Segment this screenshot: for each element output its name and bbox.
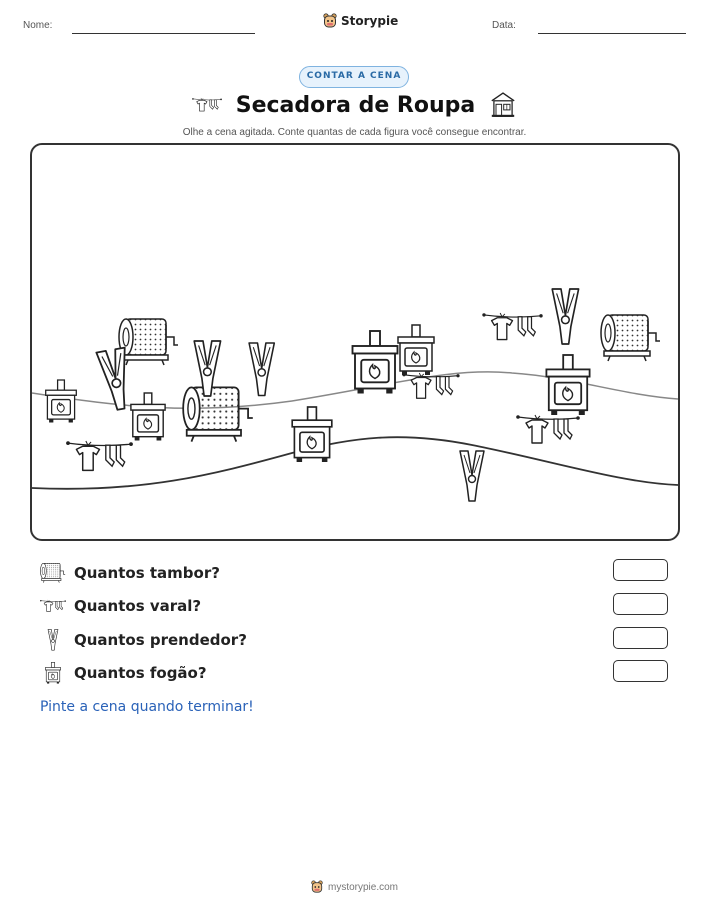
answer-box-stove[interactable] bbox=[613, 660, 668, 682]
name-label: Nome: bbox=[23, 20, 53, 31]
drum-icon bbox=[40, 562, 66, 584]
clothespin-icon bbox=[249, 343, 274, 396]
drum-icon bbox=[183, 387, 253, 441]
storypie-mascot-icon bbox=[323, 13, 337, 29]
page-title: Secadora de Roupa bbox=[235, 92, 476, 118]
stove-icon bbox=[546, 355, 589, 415]
question-row-clothespin bbox=[40, 628, 247, 652]
question-text: Quantos fogão? bbox=[74, 664, 207, 682]
storypie-logo bbox=[323, 13, 398, 29]
activity-badge: CONTAR A CENA bbox=[299, 66, 409, 88]
clothespin-icon bbox=[460, 451, 484, 501]
clothesline-icon bbox=[40, 596, 66, 616]
instructions-subtitle: Olhe a cena agitada. Conte quantas de cada figura você consegue encontrar. bbox=[182, 127, 527, 138]
question-row-clothesline bbox=[40, 594, 201, 618]
footer-url[interactable]: mystorypie.com bbox=[327, 881, 398, 893]
answer-box-clothespin[interactable] bbox=[613, 627, 668, 649]
question-text: Quantos prendedor? bbox=[74, 631, 247, 649]
answer-box-drum[interactable] bbox=[613, 559, 668, 581]
clothesline-icon bbox=[192, 92, 222, 118]
footer bbox=[0, 880, 709, 894]
date-label: Data: bbox=[492, 20, 516, 31]
question-text: Quantos tambor? bbox=[74, 564, 220, 582]
stove-icon bbox=[292, 407, 332, 462]
name-field-line[interactable] bbox=[72, 33, 255, 34]
date-field-line[interactable] bbox=[538, 33, 686, 34]
clothesline-icon bbox=[402, 373, 459, 398]
stove-icon bbox=[46, 380, 77, 423]
title-row bbox=[0, 91, 709, 119]
question-text: Quantos varal? bbox=[74, 597, 202, 615]
clothesline-icon bbox=[482, 313, 542, 340]
answer-box-clothesline[interactable] bbox=[613, 593, 668, 615]
coloring-instruction: Pinte a cena quando terminar! bbox=[40, 699, 254, 715]
stove-icon bbox=[131, 393, 165, 441]
question-row-drum bbox=[40, 561, 220, 585]
clothespin-icon bbox=[40, 629, 66, 651]
question-row-stove bbox=[40, 661, 207, 685]
drum-icon bbox=[119, 319, 178, 365]
clothespin-icon bbox=[552, 289, 578, 344]
storypie-mascot-icon bbox=[311, 880, 323, 894]
house-icon bbox=[489, 91, 517, 119]
stove-icon bbox=[40, 662, 66, 684]
drum-icon bbox=[601, 315, 660, 361]
clothesline-icon bbox=[516, 415, 580, 443]
scene-illustration bbox=[32, 145, 678, 539]
stove-icon bbox=[398, 325, 434, 375]
clothesline-icon bbox=[66, 441, 133, 470]
brand-name: Storypie bbox=[341, 14, 399, 28]
stove-icon bbox=[353, 331, 398, 394]
scene-frame[interactable] bbox=[30, 143, 680, 541]
